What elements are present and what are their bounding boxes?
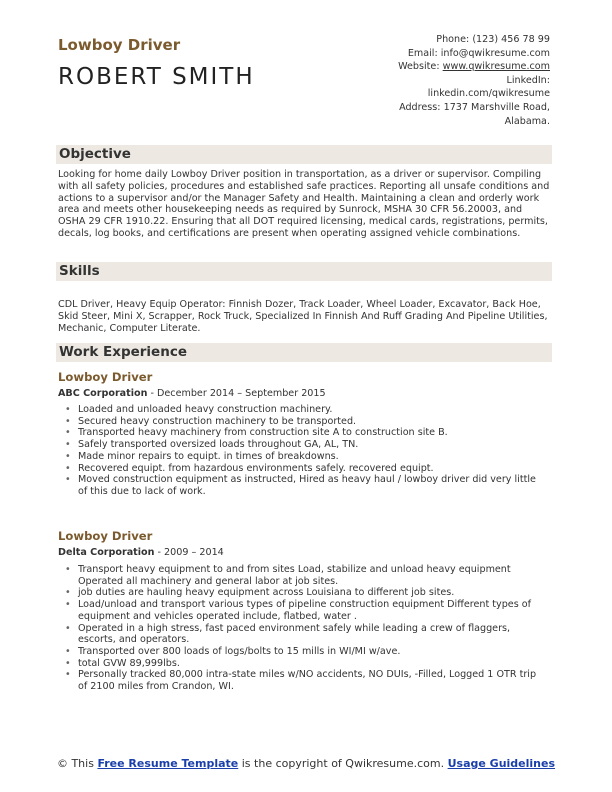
job-1-company: ABC Corporation [58,388,148,399]
list-item: • Transported over 800 loads of logs/bolts to 15 mills in WI/MI w/ave. [58,646,548,658]
list-item: • Transported heavy machinery from construction site A to construction site B. [58,427,548,439]
candidate-name: ROBERT SMITH [58,64,255,90]
contact-website: Website: www.qwikresume.com [398,61,550,73]
objective-heading: Objective [56,145,552,164]
footer-middle-text: is the copyright of Qwikresume.com. [241,757,445,770]
job-2-title: Lowboy Driver [58,529,153,543]
job-1-title: Lowboy Driver [58,370,153,384]
contact-address-line2: Alabama. [504,115,550,127]
job-2-dates: - 2009 – 2014 [154,547,224,558]
job-1-bullets [58,404,548,498]
list-item: • Safely transported oversized loads throughout GA, AL, TN. [58,439,548,451]
free-resume-template-link[interactable]: Free Resume Template [97,757,239,770]
header-job-title: Lowboy Driver [58,36,181,54]
objective-text: Looking for home daily Lowboy Driver position in transportation, as a driver or supervisor. Compiling with all safety policies, procedures and established safe practices. Reporting all unsafe conditions and actions to a supervisor and/or the Manager Safety and Health. Maintaining a clean and orderly work area and meets other housekeeping needs as required by Sunrock, MSHA 30 CFR 56.20003, and OSHA 29 CFR 1910.22. Ensuring that all DOT required licensing, medical cards, registrations, permits, decals, log books, and certifications are present when operating assigned vehicle combinations. [58,169,550,239]
usage-guidelines-link[interactable]: Usage Guidelines [447,757,556,770]
list-item: • total GVW 89,999lbs. [58,658,548,670]
job-1-company-line [58,388,326,399]
list-item: • Recovered equipt. from hazardous environments safely. recovered equipt. [58,463,548,475]
contact-block [290,33,550,128]
job-2-company: Delta Corporation [58,547,155,558]
experience-heading: Work Experience [56,343,552,362]
job-2-bullets [58,564,548,693]
contact-linkedin-label: LinkedIn: [506,74,550,86]
job-1-dates: - December 2014 – September 2015 [147,388,326,399]
list-item: • Load/unload and transport various types of pipeline construction equipment Different types of equipment and vehicles operated include, flatbed, water . [58,599,548,622]
list-item: • Made minor repairs to equipt. in times of breakdowns. [58,451,548,463]
footer-copyright: © This [56,757,94,770]
contact-linkedin: linkedin.com/qwikresume [427,88,550,100]
list-item: • Loaded and unloaded heavy construction machinery. [58,404,548,416]
list-item: • Personally tracked 80,000 intra-state miles w/NO accidents, NO DUIs, -Filled, Logged 1 OTR trip of 2100 miles from Crandon, WI. [58,669,548,692]
list-item: • Moved construction equipment as instructed, Hired as heavy haul / lowboy driver did very little of this due to lack of work. [58,474,548,497]
skills-heading: Skills [56,262,552,281]
website-link[interactable]: www.qwikresume.com [442,61,550,73]
list-item: • Secured heavy construction machinery to be transported. [58,416,548,428]
contact-phone: Phone: (123) 456 78 99 [436,34,550,45]
job-2-company-line [58,547,224,558]
list-item: • Operated in a high stress, fast paced environment safely while leading a crew of flaggers, escorts, and operators. [58,623,548,646]
contact-address: Address: 1737 Marshville Road, [399,101,550,113]
list-item: • Transport heavy equipment to and from sites Load, stabilize and unload heavy equipment Operated all machinery and general labor at job sites. [58,564,548,587]
footer [0,757,612,771]
skills-text: CDL Driver, Heavy Equip Operator: Finnish Dozer, Track Loader, Wheel Loader, Excavator, Back Hoe, Skid Steer, Mini X, Scrapper, Rock Truck, Specialized In Finnish And Ruff Grading And Pipeline Utilities, Mechanic, Computer Literate. [58,299,548,334]
list-item: • job duties are hauling heavy equipment across Louisiana to different job sites. [58,587,548,599]
contact-email: Email: info@qwikresume.com [407,47,550,59]
